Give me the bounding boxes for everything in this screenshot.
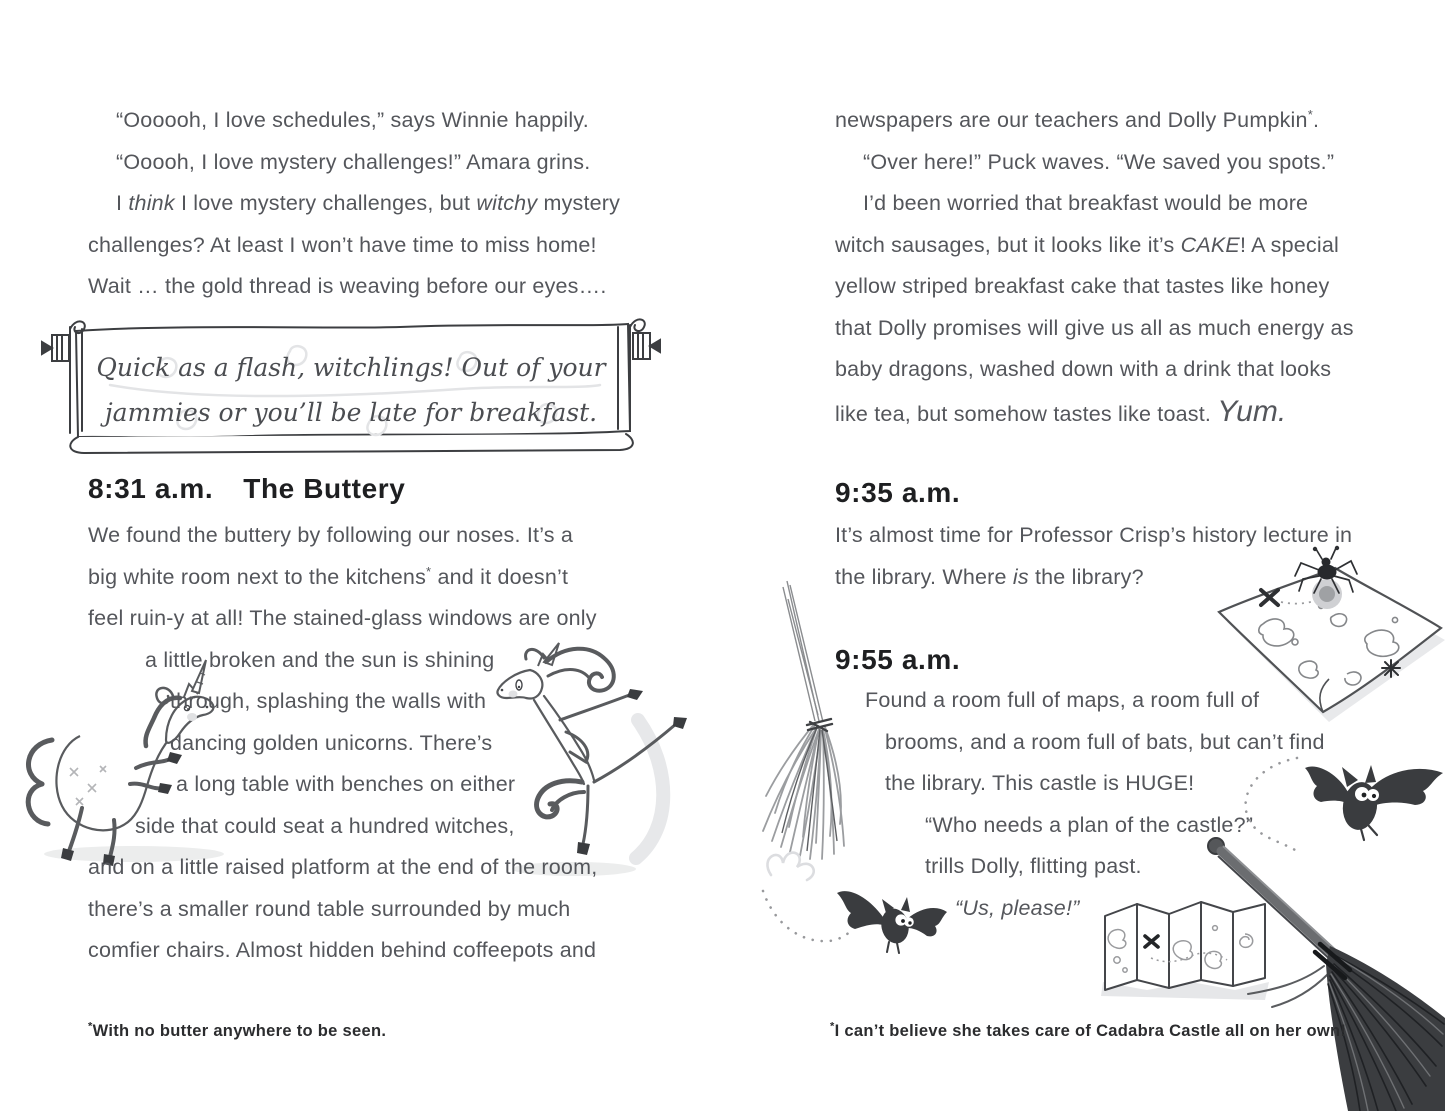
text-line: yellow striped breakfast cake that tastes like honey [835,274,1330,298]
text-line: witch sausages, but it looks like it’s CAKE! A special [835,232,1339,257]
text-line: feel ruin-y at all! The stained-glass windows are only [88,606,597,630]
text-line: Found a room full of maps, a room full of [865,688,1260,712]
text-line: baby dragons, washed down with a drink that looks [835,357,1332,381]
text-line: trills Dolly, flitting past. [925,854,1142,878]
paragraph [835,680,1325,929]
text-line: through, splashing the walls with [170,689,487,713]
text-line: I think I love mystery challenges, but witchy mystery [116,191,621,215]
text-line: brooms, and a room full of bats, but can’t find [885,729,1325,754]
text-line: like tea, but somehow tastes like toast. Yum. [835,394,1287,428]
footnote-marker: * [830,1020,835,1033]
text-line: there’s a smaller round table surrounded by much [88,896,571,921]
text-line: side that could seat a hundred witches, [135,813,515,838]
text-line: Wait … the gold thread is weaving before our eyes…. [88,274,607,298]
paragraph [88,515,597,972]
scroll-message [70,345,632,435]
text-line: the library. This castle is HUGE! [885,771,1195,795]
section-heading-buttery [88,473,405,505]
text-line: We found the buttery by following our noses. It’s a [88,523,574,547]
footnote-marker: * [426,563,432,579]
paragraph [835,515,1352,598]
text-line: comfier chairs. Almost hidden behind coffeepots and [88,938,597,962]
unicorn-tail [28,740,52,824]
scroll-line: Quick as a flash, witchlings! Out of your [96,353,606,382]
swirl-line [767,853,813,880]
map-asterisk [1382,660,1400,677]
text-line: “Oooooh, I love schedules,” says Winnie happily. [116,108,589,132]
text-line: dancing golden unicorns. There’s [170,730,493,755]
text-line: big white room next to the kitchens* and it doesn’t [88,563,569,589]
heading-title: The Buttery [243,473,406,504]
scroll-line: jammies or you’ll be late for breakfast. [104,398,598,427]
text-line: newspapers are our teachers and Dolly Pumpkin*. [835,106,1320,132]
broom-strings [1248,966,1328,1007]
text-line: I’d been worried that breakfast would be more [863,191,1309,215]
section-heading-955: 9:55 a.m. [835,644,961,675]
text-line: “Who needs a plan of the castle?” [925,812,1254,837]
section-heading-935: 9:35 a.m. [835,477,961,508]
text-line: and on a little raised platform at the end of the room, [88,855,598,879]
footnote-marker: * [88,1020,93,1033]
text-line: “Ooooh, I love mystery challenges!” Amara grins. [116,149,591,174]
footnote-right: *I can’t believe she takes care of Cadabra Castle all on her own! [830,1020,1347,1040]
footnote-left: *With no butter anywhere to be seen. [88,1020,387,1040]
paragraph [88,100,620,308]
paragraph [835,100,1354,432]
text-line: It’s almost time for Professor Crisp’s history lecture in [835,523,1353,547]
bat-body-group [1305,765,1443,840]
footnote-marker: * [1307,106,1313,122]
right-page [700,0,1445,1111]
text-line: challenges? At least I won’t have time to miss home! [88,232,597,257]
text-line: that Dolly promises will give us all as much energy as [835,315,1354,340]
yum-text: Yum. [1217,394,1287,428]
text-line: a little broken and the sun is shining [145,647,495,672]
text-line: “Us, please!” [955,895,1080,920]
text-line: “Over here!” Puck waves. “We saved you spots.” [863,149,1335,174]
scroll-banner [40,305,662,467]
heading-time: 8:31 a.m. [88,473,214,504]
text-line: a long table with benches on either [176,772,516,796]
text-line: the library. Where is the library? [835,564,1144,589]
left-page [0,0,700,1111]
